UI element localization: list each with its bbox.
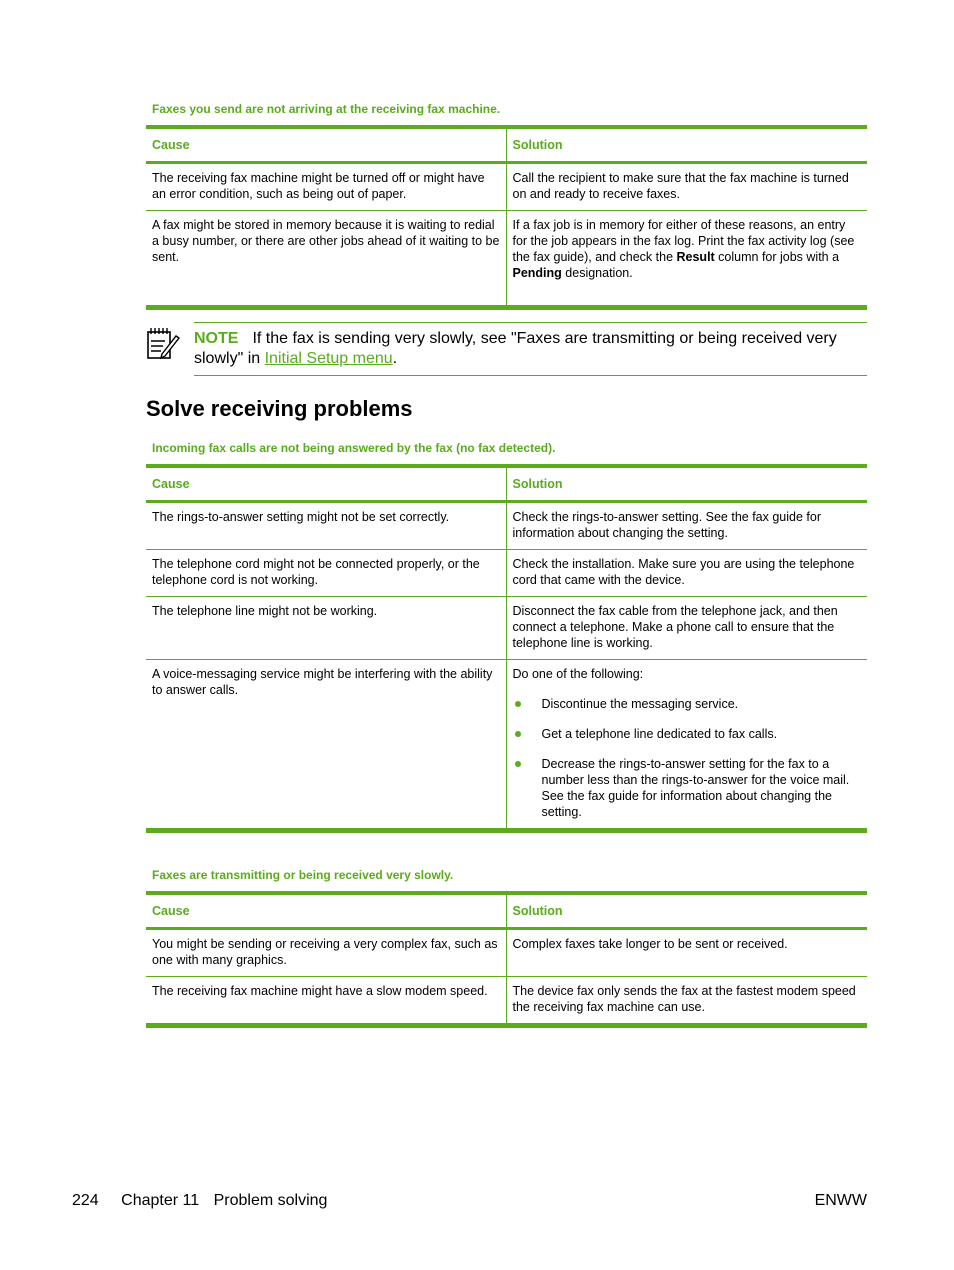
solution-bullet-list	[513, 696, 862, 820]
page-number: 224	[72, 1192, 99, 1209]
note-top-rule	[194, 322, 867, 323]
table-row	[146, 163, 867, 211]
table-caption: Incoming fax calls are not being answered by the fax (no fax detected).	[152, 441, 556, 455]
solution-cell: Check the rings-to-answer setting. See the fax guide for information about changing the setting.	[506, 502, 867, 550]
solution-cell: Call the recipient to make sure that the fax machine is turned on and ready to receive faxes.	[506, 163, 867, 211]
note-label: NOTE	[194, 330, 239, 347]
cause-cell: The receiving fax machine might be turned off or might have an error condition, such as being out of paper.	[146, 163, 506, 211]
chapter-title: Problem solving	[213, 1192, 328, 1209]
cause-cell: The rings-to-answer setting might not be set correctly.	[146, 502, 506, 550]
solution-cell: Check the installation. Make sure you are using the telephone cord that came with the device.	[506, 550, 867, 597]
table-row	[146, 550, 867, 597]
solution-cell: The device fax only sends the fax at the fastest modem speed the receiving fax machine can use.	[506, 977, 867, 1026]
solution-cell: Disconnect the fax cable from the telephone jack, and then connect a telephone. Make a phone call to ensure that the telephone line is working.	[506, 597, 867, 660]
troubleshooting-table	[146, 464, 867, 833]
edition-label: ENWW	[814, 1192, 867, 1209]
table-caption: Faxes you send are not arriving at the receiving fax machine.	[152, 102, 501, 116]
column-header-solution: Solution	[506, 127, 867, 163]
page-footer	[72, 1192, 867, 1210]
column-header-solution: Solution	[506, 893, 867, 929]
list-item: Discontinue the messaging service.	[513, 696, 862, 712]
table-row	[146, 977, 867, 1026]
pending-designation: Pending	[512, 266, 562, 280]
chapter-label: Chapter 11	[121, 1192, 200, 1209]
troubleshooting-table	[146, 891, 867, 1028]
column-header-solution: Solution	[506, 466, 867, 502]
solution-cell: If a fax job is in memory for either of these reasons, an entry for the job appears in the fax log. Print the fax activity log (see the fax guide), and check the Result column for jobs with a Pending designation.	[506, 211, 867, 308]
column-header-cause: Cause	[146, 127, 506, 163]
table-row	[146, 502, 867, 550]
note-text: NOTE If the fax is sending very slowly, see "Faxes are transmitting or being received very slowly" in Initial Setup menu.	[194, 330, 837, 367]
list-item: Decrease the rings-to-answer setting for the fax to a number less than the rings-to-answer for the voice mail. See the fax guide for information about changing the setting.	[513, 756, 862, 820]
initial-setup-menu-link[interactable]: Initial Setup menu	[264, 350, 393, 367]
cause-cell: The receiving fax machine might have a slow modem speed.	[146, 977, 506, 1026]
cause-cell: A voice-messaging service might be interfering with the ability to answer calls.	[146, 660, 506, 831]
solution-intro: Do one of the following:	[512, 667, 644, 681]
bullet-icon	[515, 701, 521, 707]
column-header-cause: Cause	[146, 466, 506, 502]
column-header-cause: Cause	[146, 893, 506, 929]
table-row	[146, 929, 867, 977]
bullet-icon	[515, 761, 521, 767]
cause-cell: The telephone cord might not be connected properly, or the telephone cord is not working.	[146, 550, 506, 597]
cause-cell: A fax might be stored in memory because it is waiting to redial a busy number, or there are other jobs ahead of it waiting to be sent.	[146, 211, 506, 308]
note-bottom-rule	[194, 375, 867, 376]
table-caption: Faxes are transmitting or being received very slowly.	[152, 868, 454, 882]
cause-cell: You might be sending or receiving a very complex fax, such as one with many graphics.	[146, 929, 506, 977]
note-pad-icon	[146, 326, 180, 362]
note-box	[146, 322, 867, 376]
troubleshooting-table	[146, 125, 867, 310]
solution-cell	[506, 660, 867, 831]
section-heading: Solve receiving problems	[146, 396, 413, 421]
result-column-name: Result	[676, 250, 715, 264]
table-row	[146, 660, 867, 831]
solution-cell: Complex faxes take longer to be sent or received.	[506, 929, 867, 977]
cause-cell: The telephone line might not be working.	[146, 597, 506, 660]
bullet-icon	[515, 731, 521, 737]
table-row	[146, 211, 867, 308]
list-item: Get a telephone line dedicated to fax calls.	[513, 726, 862, 742]
table-row	[146, 597, 867, 660]
